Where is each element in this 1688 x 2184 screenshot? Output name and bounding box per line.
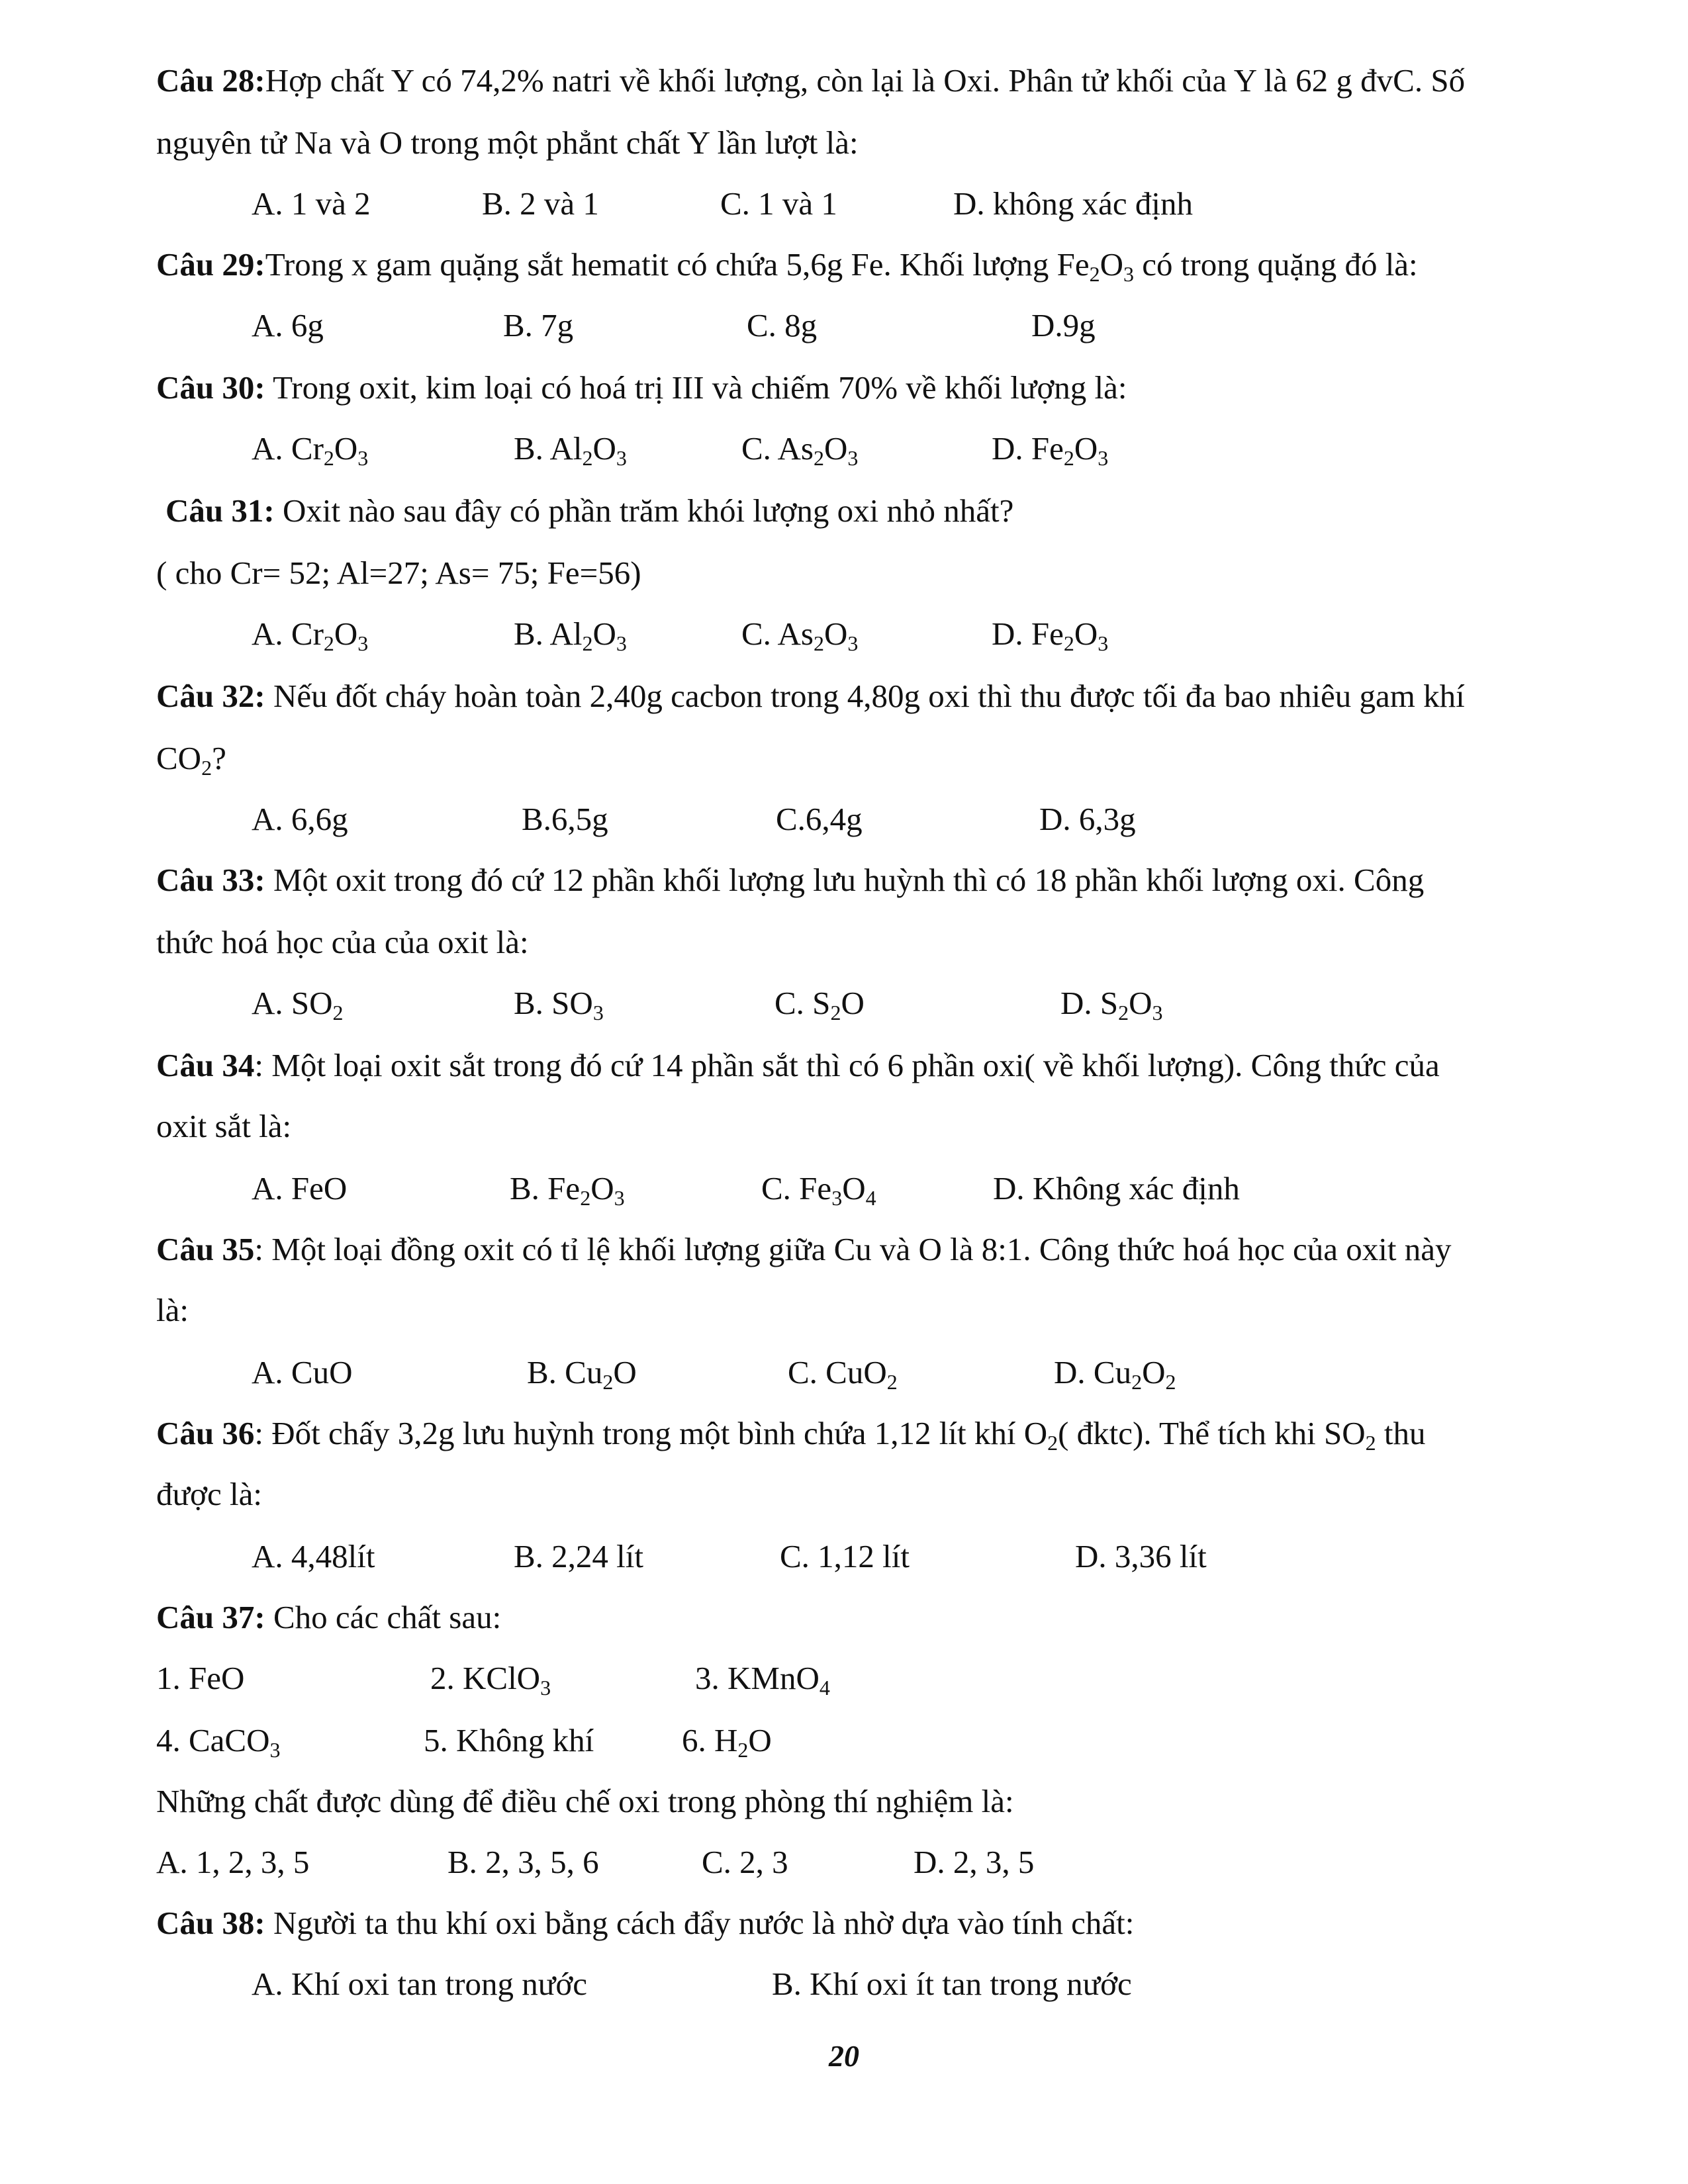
q33-option-b: B. $SO_3$	[514, 985, 604, 1024]
q29-option-d: D.9g	[1031, 307, 1096, 343]
q33-option-c: C. $S_2O$	[774, 985, 865, 1024]
q28-option-d: D. không xác định	[953, 185, 1193, 222]
question-31-line-1	[165, 491, 1013, 531]
q38-option-b: B. Khí oxi ít tan trong nước	[772, 1966, 1132, 2002]
question-33-line-1	[156, 860, 1424, 900]
subscript: 3	[1123, 262, 1135, 286]
q31-option-d: D. $Fe_2O_3$	[992, 615, 1109, 655]
question-text: nguyên tử Na và O trong một phẳnt chất Y lần lượt là:	[156, 124, 859, 161]
q37-item-1: 1. FeO	[156, 1660, 245, 1696]
question-30-line-1	[156, 368, 1127, 408]
question-34-line-1	[156, 1046, 1440, 1085]
question-28-line-2	[156, 123, 859, 163]
q36-option-c: C. 1,12 lít	[780, 1538, 910, 1574]
question-text: Hợp chất Y có 74,2% natri về khối lượng, còn lại là Oxi. Phân tử khối của Y là 62 g đvC. Số	[265, 62, 1466, 99]
question-label: Câu 31:	[165, 492, 275, 529]
page-number: 20	[829, 2039, 859, 2073]
q33-option-d: D. $S_2O_3$	[1060, 985, 1163, 1024]
question-label: Câu 36	[156, 1415, 255, 1451]
question-label: Câu 32:	[156, 678, 265, 714]
question-35-line-1	[156, 1230, 1451, 1269]
q36-option-b: B. 2,24 lít	[514, 1538, 644, 1574]
q29-option-b: B. 7g	[503, 307, 574, 343]
question-33-line-2: thức hoá học của của oxit là:	[156, 924, 529, 960]
q34-option-c: C. $Fe_3O_4$	[761, 1170, 876, 1210]
q37-item-2: 2. KClO$_3$	[430, 1660, 551, 1700]
q37-item-4: 4. CaCO$_3$	[156, 1722, 281, 1762]
q37-option-c: C. 2, 3	[702, 1844, 788, 1880]
question-38-line-1	[156, 1903, 1134, 1943]
q37-item-6: 6. $H_2O$	[682, 1722, 772, 1762]
q28-option-c: C. 1 và 1	[720, 185, 837, 222]
q37-option-a: A. 1, 2, 3, 5	[156, 1844, 310, 1880]
q32-option-a: A. 6,6g	[252, 801, 348, 837]
q34-option-d: D. Không xác định	[993, 1170, 1240, 1206]
question-text: Người ta thu khí oxi bằng cách đẩy nước là nhờ dựa vào tính chất:	[265, 1905, 1135, 1941]
question-text: Nếu đốt cháy hoàn toàn 2,40g cacbon trong 4,80g oxi thì thu được tối đa bao nhiêu gam khí	[265, 678, 1465, 714]
question-37-line-1	[156, 1598, 501, 1637]
question-text: Cho các chất sau:	[265, 1599, 502, 1635]
q37-item-3: 3. KMnO$_4$	[695, 1660, 830, 1700]
question-label: Câu 28:	[156, 62, 265, 99]
question-35-line-2: là:	[156, 1292, 189, 1328]
q31-option-a: A. $Cr_2O_3$	[252, 615, 369, 655]
question-text: Oxit nào sau đây có phần trăm khói lượng oxi nhỏ nhất?	[274, 492, 1014, 529]
question-label: Câu 35	[156, 1231, 255, 1267]
q28-option-a: A. 1 và 2	[252, 185, 371, 222]
question-29-line-1	[156, 245, 1418, 285]
q35-option-c: C. CuO$_2$	[788, 1354, 898, 1394]
q36-option-d: D. 3,36 lít	[1075, 1538, 1207, 1574]
q34-option-b: B. $Fe_2O_3$	[510, 1170, 625, 1210]
question-36-line-1: Câu 36: Đốt chấy 3,2g lưu huỳnh trong một bình chứa 1,12 lít khí $O_2$( đktc). Thể tích khi $SO_2$ thu	[156, 1415, 1426, 1455]
question-label: Câu 29:	[156, 246, 265, 283]
subscript: 2	[1089, 262, 1100, 286]
q32-option-b: B.6,5g	[522, 801, 608, 837]
question-text: : Một loại oxit sắt trong đó cứ 14 phần sắt thì có 6 phần oxi( về khối lượng). Công thức của	[254, 1047, 1440, 1083]
question-label: Câu 34	[156, 1047, 255, 1083]
question-label: Câu 38:	[156, 1905, 265, 1941]
q38-option-a: A. Khí oxi tan trong nước	[252, 1966, 588, 2002]
q30-option-d: D. $Fe_2O_3$	[992, 430, 1109, 470]
question-label: Câu 33:	[156, 862, 265, 898]
q37-item-5: 5. Không khí	[424, 1722, 594, 1758]
q32-option-c: C.6,4g	[776, 801, 863, 837]
q32-option-d: D. 6,3g	[1039, 801, 1136, 837]
question-text: Một oxit trong đó cứ 12 phần khối lượng lưu huỳnh thì có 18 phần khối lượng oxi. Công	[265, 862, 1425, 898]
question-36-line-2: được là:	[156, 1476, 262, 1512]
q35-option-d: D. $Cu_2O_2$	[1054, 1354, 1176, 1394]
question-37-prompt: Những chất được dùng để điều chế oxi trong phòng thí nghiệm là:	[156, 1783, 1014, 1819]
question-text: O	[1100, 246, 1124, 283]
q37-option-b: B. 2, 3, 5, 6	[447, 1844, 599, 1880]
question-text: : Một loại đồng oxit có tỉ lệ khối lượng giữa Cu và O là 8:1. Công thức hoá học của oxit này	[254, 1231, 1452, 1267]
question-32-line-2: $CO_2$?	[156, 740, 226, 780]
q31-option-b: B. $Al_2O_3$	[514, 615, 627, 655]
question-31-note: ( cho Cr= 52; Al=27; As= 75; Fe=56)	[156, 555, 641, 591]
q30-option-c: C. $As_2O_3$	[741, 430, 859, 470]
question-text: có trong quặng đó là:	[1134, 246, 1418, 283]
question-28-line-1	[156, 61, 1465, 101]
q35-option-a: A. CuO	[252, 1354, 353, 1390]
q30-option-a: A. $Cr_2O_3$	[252, 430, 369, 470]
q29-option-a: A. 6g	[252, 307, 324, 343]
question-32-line-1	[156, 676, 1465, 716]
q29-option-c: C. 8g	[747, 307, 818, 343]
question-label: Câu 30:	[156, 369, 265, 406]
q35-option-b: B. $Cu_2O$	[527, 1354, 637, 1394]
q36-option-a: A. 4,48lít	[252, 1538, 375, 1574]
question-34-line-2: oxit sắt là:	[156, 1108, 292, 1144]
q34-option-a: A. FeO	[252, 1170, 348, 1206]
question-text: Trong oxit, kim loại có hoá trị III và chiếm 70% về khối lượng là:	[265, 369, 1127, 406]
question-text: Trong x gam quặng sắt hematit có chứa 5,6g Fe. Khối lượng Fe	[265, 246, 1090, 283]
question-label: Câu 37:	[156, 1599, 265, 1635]
q30-option-b: B. $Al_2O_3$	[514, 430, 627, 470]
q31-option-c: C. $As_2O_3$	[741, 615, 859, 655]
q37-option-d: D. 2, 3, 5	[914, 1844, 1035, 1880]
q33-option-a: A. $SO_2$	[252, 985, 344, 1024]
q28-option-b: B. 2 và 1	[482, 185, 599, 222]
